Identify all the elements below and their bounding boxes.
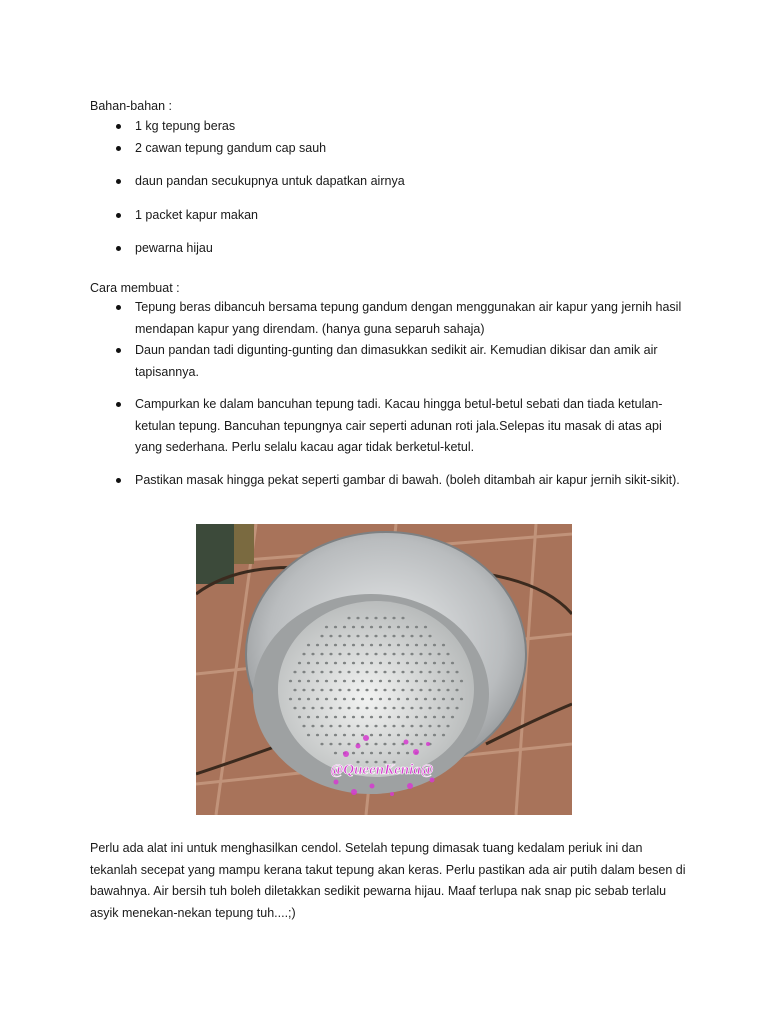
ingredient-item: 1 packet kapur makan xyxy=(90,205,690,227)
method-heading: Cara membuat : xyxy=(90,281,180,295)
ingredient-item: 1 kg tepung beras xyxy=(90,116,690,138)
ingredients-heading: Bahan-bahan : xyxy=(90,99,173,113)
method-step: Tepung beras dibancuh bersama tepung gandum dengan menggunakan air kapur yang jernih hasil mendapan kapur yang direndam. (hanya guna separuh sahaja) xyxy=(90,297,690,340)
method-step: Campurkan ke dalam bancuhan tepung tadi. Kacau hingga betul-betul sebati dan tiada ketulan-ketulan tepung. Bancuhan tepungnya cair seperti adunan roti jala.Selepas itu masak di atas api yang sederhana. Perlu selalu kacau agar tidak berketul-ketul. xyxy=(90,394,690,459)
ingredient-item: pewarna hijau xyxy=(90,238,690,260)
ingredient-item: daun pandan secukupnya untuk dapatkan airnya xyxy=(90,171,690,193)
ingredient-item: 2 cawan tepung gandum cap sauh xyxy=(90,138,690,160)
watermark-text: @QueenKenia@ xyxy=(330,762,434,778)
method-list xyxy=(90,297,690,491)
closing-paragraph: Perlu ada alat ini untuk menghasilkan cendol. Setelah tepung dimasak tuang kedalam periuk ini dan tekanlah secepat yang mampu kerana takut tepung akan keras. Perlu pastikan ada air putih dalam besen di bawahnya. Air bersih tuh boleh diletakkan sedikit pewarna hijau. Maaf terlupa nak snap pic sebab terlalu asyik menekan-nekan tepung tuh....;) xyxy=(90,841,686,920)
ingredients-list xyxy=(90,116,690,260)
method-step: Daun pandan tadi digunting-gunting dan dimasukkan sedikit air. Kemudian dikisar dan amik air tapisannya. xyxy=(90,340,690,383)
method-step: Pastikan masak hingga pekat seperti gambar di bawah. (boleh ditambah air kapur jernih sikit-sikit). xyxy=(90,470,690,492)
cendol-strainer-photo xyxy=(196,524,572,815)
